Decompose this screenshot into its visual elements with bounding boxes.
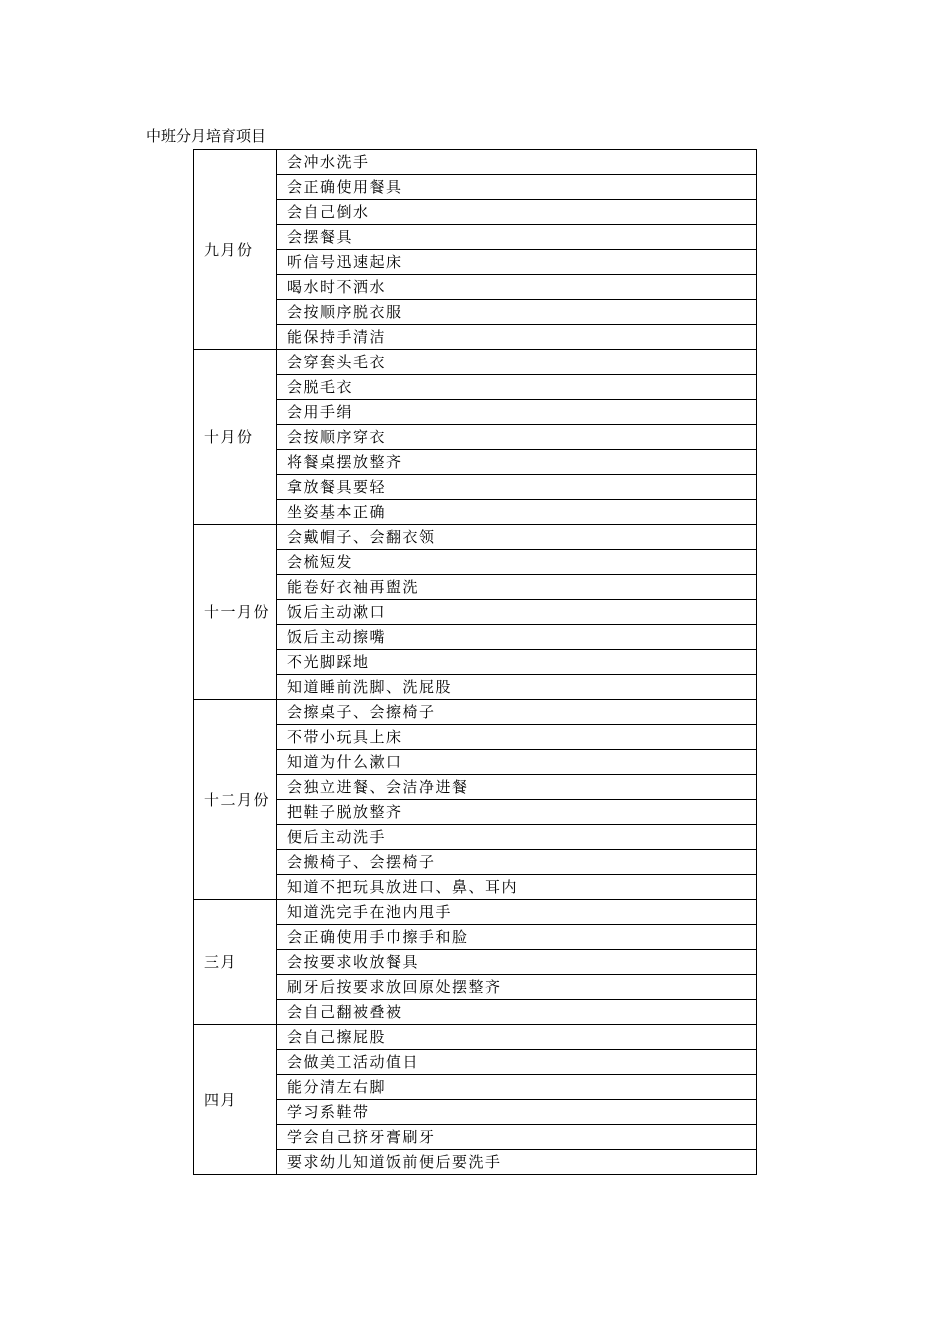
item-cell: 会用手绢 <box>277 400 757 425</box>
item-cell: 会做美工活动值日 <box>277 1050 757 1075</box>
plan-table-body <box>194 150 757 1175</box>
item-cell: 要求幼儿知道饭前便后要洗手 <box>277 1150 757 1175</box>
item-cell: 坐姿基本正确 <box>277 500 757 525</box>
table-row <box>194 375 757 400</box>
item-cell: 喝水时不洒水 <box>277 275 757 300</box>
table-row <box>194 725 757 750</box>
table-row <box>194 150 757 175</box>
month-cell: 十一月份 <box>194 525 277 700</box>
table-row <box>194 400 757 425</box>
item-cell: 不光脚踩地 <box>277 650 757 675</box>
item-cell: 知道不把玩具放进口、鼻、耳内 <box>277 875 757 900</box>
item-cell: 会正确使用手巾擦手和脸 <box>277 925 757 950</box>
item-cell: 会独立进餐、会洁净进餐 <box>277 775 757 800</box>
item-cell: 将餐桌摆放整齐 <box>277 450 757 475</box>
table-row <box>194 200 757 225</box>
table-row <box>194 800 757 825</box>
table-row <box>194 250 757 275</box>
item-cell: 刷牙后按要求放回原处摆整齐 <box>277 975 757 1000</box>
table-row <box>194 600 757 625</box>
item-cell: 听信号迅速起床 <box>277 250 757 275</box>
item-cell: 会自己倒水 <box>277 200 757 225</box>
table-row <box>194 1075 757 1100</box>
table-row <box>194 275 757 300</box>
table-row <box>194 550 757 575</box>
item-cell: 会戴帽子、会翻衣领 <box>277 525 757 550</box>
item-cell: 会摆餐具 <box>277 225 757 250</box>
item-cell: 会擦桌子、会擦椅子 <box>277 700 757 725</box>
table-row <box>194 300 757 325</box>
table-row <box>194 925 757 950</box>
table-row <box>194 700 757 725</box>
item-cell: 会按顺序穿衣 <box>277 425 757 450</box>
item-cell: 学习系鞋带 <box>277 1100 757 1125</box>
item-cell: 能卷好衣袖再盥洗 <box>277 575 757 600</box>
table-row <box>194 1150 757 1175</box>
item-cell: 会正确使用餐具 <box>277 175 757 200</box>
item-cell: 知道洗完手在池内甩手 <box>277 900 757 925</box>
item-cell: 会自己擦屁股 <box>277 1025 757 1050</box>
item-cell: 饭后主动擦嘴 <box>277 625 757 650</box>
item-cell: 会梳短发 <box>277 550 757 575</box>
item-cell: 会自己翻被叠被 <box>277 1000 757 1025</box>
table-row <box>194 1025 757 1050</box>
table-row <box>194 325 757 350</box>
table-row <box>194 1125 757 1150</box>
item-cell: 会按要求收放餐具 <box>277 950 757 975</box>
document-title: 中班分月培育项目 <box>146 127 267 145</box>
table-row <box>194 900 757 925</box>
item-cell: 学会自己挤牙膏刷牙 <box>277 1125 757 1150</box>
table-row <box>194 1100 757 1125</box>
table-row <box>194 575 757 600</box>
item-cell: 知道睡前洗脚、洗屁股 <box>277 675 757 700</box>
table-row <box>194 650 757 675</box>
item-cell: 把鞋子脱放整齐 <box>277 800 757 825</box>
table-row <box>194 825 757 850</box>
month-cell: 三月 <box>194 900 277 1025</box>
table-row <box>194 775 757 800</box>
table-row <box>194 1000 757 1025</box>
item-cell: 会冲水洗手 <box>277 150 757 175</box>
item-cell: 知道为什么漱口 <box>277 750 757 775</box>
table-row <box>194 850 757 875</box>
table-row <box>194 425 757 450</box>
table-row <box>194 450 757 475</box>
item-cell: 会搬椅子、会摆椅子 <box>277 850 757 875</box>
table-row <box>194 875 757 900</box>
table-row <box>194 175 757 200</box>
table-row <box>194 525 757 550</box>
item-cell: 便后主动洗手 <box>277 825 757 850</box>
item-cell: 不带小玩具上床 <box>277 725 757 750</box>
item-cell: 饭后主动漱口 <box>277 600 757 625</box>
item-cell: 会脱毛衣 <box>277 375 757 400</box>
monthly-plan-table <box>193 149 757 1175</box>
table-row <box>194 675 757 700</box>
table-row <box>194 950 757 975</box>
table-row <box>194 975 757 1000</box>
month-cell: 四月 <box>194 1025 277 1175</box>
month-cell: 十二月份 <box>194 700 277 900</box>
table-row <box>194 1050 757 1075</box>
month-cell: 九月份 <box>194 150 277 350</box>
table-row <box>194 475 757 500</box>
item-cell: 会按顺序脱衣服 <box>277 300 757 325</box>
table-row <box>194 625 757 650</box>
item-cell: 能分清左右脚 <box>277 1075 757 1100</box>
table-row <box>194 750 757 775</box>
month-cell: 十月份 <box>194 350 277 525</box>
table-row <box>194 350 757 375</box>
table-row <box>194 500 757 525</box>
item-cell: 能保持手清洁 <box>277 325 757 350</box>
item-cell: 拿放餐具要轻 <box>277 475 757 500</box>
table-row <box>194 225 757 250</box>
item-cell: 会穿套头毛衣 <box>277 350 757 375</box>
